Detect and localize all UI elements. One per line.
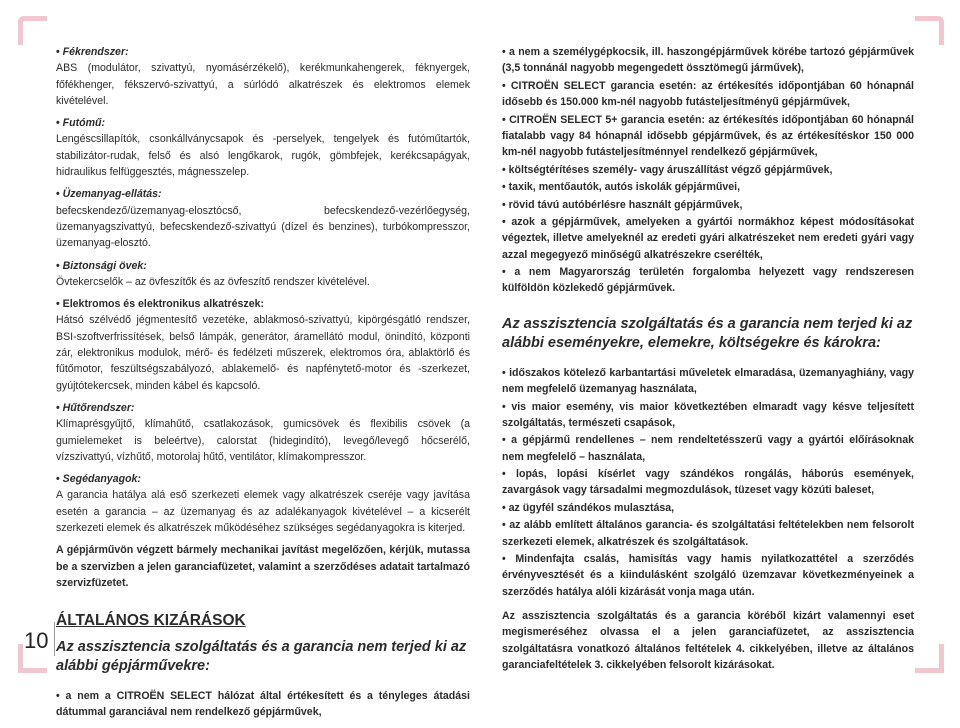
event-exclusions-subtitle: Az asszisztencia szolgáltatás és a garancia nem terjed ki az alábbi eseményekre, elemekre, költségekre és károkra: <box>502 315 913 351</box>
section-body: Klímaprésgyűjtő, klímahűtő, csatlakozások, gumicsövek és flexibilis csövek (a gumielemeket is beleértve), calorstat (hidegindító), levegő/levegő hőcserélő, vízszivattyú, vízhűtő, motorolaj hűtő, ventilátor, klímakompresszor. <box>56 418 470 463</box>
section-body: Övtekercselők – az övfeszítők és az övfeszítő rendszer kivételével. <box>56 275 370 288</box>
list-item: • CITROËN SELECT 5+ garancia esetén: az értékesítés időpontjában 60 hónapnál fiatalabb vagy 84 hónapnál idősebb gépjárművek, és az értékesítéskor 150 000 km-nél nagyobb futásteljesítménnyel rendelkező gépjárművek, <box>502 112 914 161</box>
list-item: • CITROËN SELECT garancia esetén: az értékesítés időpontjában 60 hónapnál idősebb és 150.000 km-nél nagyobb futásteljesítményű gépjárművek, <box>502 78 914 111</box>
section-heading: • Segédanyagok: <box>56 471 470 487</box>
event-exclusion-list <box>502 365 914 600</box>
list-item: • a nem a CITROËN SELECT hálózat által értékesített és a tényleges átadási dátummal garanciával nem rendelkező gépjárművek, <box>56 688 470 721</box>
list-item: • az alább említett általános garancia- és szolgáltatási feltételekben nem felsorolt szerkezeti elemek, alkatrészek és szolgáltatások. <box>502 517 914 550</box>
left-column <box>56 44 470 728</box>
section-heading: • Elektromos és elektronikus alkatrészek: <box>56 296 470 312</box>
section-heading: • Futómű: <box>56 115 470 131</box>
list-item: • azok a gépjárművek, amelyeken a gyártói normákhoz képest módosításokat végeztek, illetve amelyeknél az eredeti gyári alkatrészeket nem eredeti gyári vagy azzal megegyező minőségű alkatrészekre cserélték, <box>502 214 914 263</box>
section-body: A garancia hatálya alá eső szerkezeti elemek vagy alkatrészek cseréje vagy javítása esetén a garancia – az üzemanyag és az adalékanyagok kivételével – a kicserélt szerkezeti elemek és alkatrészek működéséhez szükséges segédanyagokra is kiterjed. <box>56 489 470 535</box>
list-item: • az ügyfél szándékos mulasztása, <box>502 500 914 516</box>
list-item: • taxik, mentőautók, autós iskolák gépjárművei, <box>502 179 914 195</box>
corner-mark-bottom-right <box>915 644 944 673</box>
list-item: • időszakos kötelező karbantartási műveletek elmaradása, üzemanyaghiány, vagy nem megfelelő üzemanyag használata, <box>502 365 914 398</box>
list-item: • lopás, lopási kísérlet vagy szándékos rongálás, háborús események, zavargások vagy társadalmi megmozdulások, tüzeset vagy közúti baleset, <box>502 466 914 499</box>
vehicle-exclusion-list-continued <box>502 44 914 297</box>
section-body: Hátsó szélvédő jégmentesítő vezetéke, ablakmosó-szivattyú, kipörgésgátló rendszer, BSI-szoftverfrissítések, belső lámpák, generátor, áramellátó modul, önindító, központi zár, elektronikus modulok, mérő- és fedélzeti műszerek, elektromos óra, ablaktörlő és fűtőmotor, feszültségszabályozó, ablakemelő- és napfénytető-motor és -szerkezet, gyújtótekercsek, minden kábel és kapcsoló. <box>56 314 470 392</box>
section-body: befecskendező/üzemanyag-elosztócső, befecskendező-vezérlőegység, üzemanyagszivattyú, befecskendező-szivattyú (dízel és benzines), turbókompresszor, üzemanyag-elosztó. <box>56 204 470 250</box>
list-item: • a gépjármű rendellenes – nem rendeltetésszerű vagy a gyártói előírásoknak nem megfelelő – használata, <box>502 432 914 465</box>
service-note: A gépjárművön végzett bármely mechanikai javítást megelőzően, kérjük, mutassa be a szervizben a jelen garanciafüzetet, valamint a szerződéses adatait tartalmazó szervizfüzetet. <box>56 544 470 589</box>
list-item: • a nem a személygépkocsik, ill. haszongépjárművek körébe tartozó gépjárművek (3,5 tonnánál nagyobb megengedett össztömegű járművek), <box>502 44 914 77</box>
section-heading: • Hűtőrendszer: <box>56 400 470 416</box>
list-item: • a nem Magyarország területén forgalomba helyezett vagy rendszeresen külföldön közlekedő gépjárművek. <box>502 264 914 297</box>
vehicle-exclusions-subtitle: Az asszisztencia szolgáltatás és a garancia nem terjed ki az alábbi gépjárművekre: <box>56 638 467 674</box>
section-heading: • Fékrendszer: <box>56 44 470 60</box>
corner-mark-top-right <box>915 16 944 45</box>
list-item: • Mindenfajta csalás, hamisítás vagy hamis nyilatkozattétel a szerződés érvényvesztését és a kiindulásként szolgáló üzemzavar következményeinek a szerződés hatálya alóli kizárását vonja maga után. <box>502 551 914 600</box>
section-heading: • Biztonsági övek: <box>56 258 470 274</box>
page-number: 10 <box>24 628 49 653</box>
vehicle-exclusion-list <box>56 688 470 721</box>
list-item: • költségtérítéses személy- vagy áruszállítást végző gépjárművek, <box>502 162 914 178</box>
general-exclusions-title: ÁLTALÁNOS KIZÁRÁSOK <box>56 612 246 630</box>
closing-note: Az asszisztencia szolgáltatás és a garancia köréből kizárt valamennyi eset megismeréséhez olvassa el a jelen garanciafüzetet, az asszisztencia szolgáltatásra vonatkozó általános feltételek 4. cikkelyében, illetve az általános garanciafeltételek 3. cikkelyében felsorolt kizárásokat. <box>502 610 914 671</box>
right-column <box>502 44 914 679</box>
section-body: Lengéscsillapítók, csonkállványcsapok és -perselyek, tengelyek és futóműtartók, stabilizátor-rudak, felső és alsó lengőkarok, rugók, gömbfejek, kerékcsapágyak, hidraulikus felfüggesztés, mágnesszelep. <box>56 133 470 179</box>
corner-mark-top-left <box>18 16 47 45</box>
list-item: • rövid távú autóbérlésre használt gépjárművek, <box>502 197 914 213</box>
section-heading: • Üzemanyag-ellátás: <box>56 186 470 202</box>
section-body: ABS (modulátor, szivattyú, nyomásérzékelő), kerékmunkahengerek, féknyergek, főfékhenger, fékszervó-szivattyú, a súrlódó alkatrészek és elektromos elemek kivételével. <box>56 62 470 107</box>
page-number-divider <box>54 622 55 656</box>
list-item: • vis maior esemény, vis maior következtében elmaradt vagy késve teljesített szolgáltatás, természeti csapások, <box>502 399 914 432</box>
